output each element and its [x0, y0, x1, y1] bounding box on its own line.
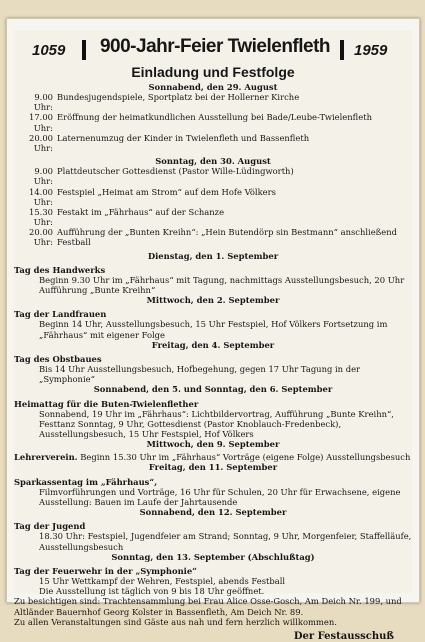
event-detail: 15 Uhr Wettkampf der Wehren, Festspiel, abends Festball [39, 576, 286, 587]
date-heading: Sonnabend, den 5. und Sonntag, den 6. September [93, 384, 333, 395]
date-heading: Freitag, den 11. September [148, 462, 278, 473]
signature: Der Festausschuß [293, 630, 394, 642]
event-detail: Filmvorführungen und Vorträge, 16 Uhr für Schulen, 20 Uhr für Erwachsene, eigene Ausstellung: Bauen im Laufe der Jahrtausende [39, 486, 401, 507]
date-heading: Sonnabend, den 12. September [139, 507, 287, 518]
date-heading: Sonntag, den 13. September (Abschlußtag) [111, 551, 315, 562]
event-detail: Beginn 15.30 Uhr im „Fährhaus“ Vorträge (eigene Folge) Ausstellungsbesuch [80, 452, 411, 463]
program-item: 20.00 Uhr: Laternenumzug der Kinder in Twielenfleth und Bassenfleth [29, 132, 310, 153]
event-title: Tag des Obstbaues [14, 353, 102, 364]
event-detail: Beginn 9.30 Uhr im „Fährhaus“ mit Tagung, nachmittags Ausstellungsbesuch, 20 Uhr Aufführung „Bunte Kreihn“ [39, 274, 405, 295]
program-item: 9.00 Uhr: Bundesjugendspiele, Sportplatz bei der Hollerner Kirche [33, 92, 300, 113]
header [14, 30, 412, 80]
date-heading: Sonnabend, den 29. August [148, 82, 278, 92]
program-item: 9.00 Uhr: Plattdeutscher Gottesdienst (Pastor Wille-Lüdingworth) [33, 166, 294, 187]
event-block [14, 452, 412, 462]
event-detail: Bis 14 Uhr Ausstellungsbesuch, Hofbegehung, gegen 17 Uhr Tagung in der „Symphonie“ [39, 364, 361, 385]
event-detail: Sonnabend, 19 Uhr im „Fährhaus“: Lichtbildervortrag, Aufführung „Bunte Kreihn“, Festtanz Sonntag, 9 Uhr, Gottesdienst (Pastor Knoblauch-Fredenbeck), Ausstellungsbesuch, 15 Uhr Festspiel, Hof Völkers [39, 408, 394, 439]
date-heading: Mittwoch, den 2. September [146, 295, 280, 306]
program-item: 15.30 Uhr: Festakt im „Fährhaus“ auf der Schanze [29, 206, 225, 228]
divider-left [82, 40, 86, 60]
exhibition-hours: Die Ausstellung ist täglich von 9 bis 18 Uhr geöffnet. [39, 586, 265, 597]
year-right: 1959 [354, 42, 388, 59]
date-heading: Mittwoch, den 9. September [146, 439, 280, 450]
event-title: Lehrerverein. [14, 452, 78, 463]
event-title: Tag des Handwerks [14, 264, 106, 275]
event-detail: 18.30 Uhr: Festspiel, Jugendfeier am Strand; Sonntag, 9 Uhr, Morgenfeier, Staffelläufe, Ausstellungsbesuch [39, 531, 412, 552]
date-heading: Freitag, den 4. September [151, 339, 275, 350]
event-title: Tag der Feuerwehr in der „Symphonie“ [14, 565, 197, 576]
event-title: Sparkassentag im „Fährhaus“, [14, 476, 158, 487]
program-body [14, 82, 412, 642]
event-title: Tag der Jugend [14, 521, 86, 532]
date-heading: Sonntag, den 30. August [155, 156, 271, 167]
event-title: Tag der Landfrauen [14, 309, 107, 320]
year-left: 1059 [32, 42, 66, 59]
page-title: 900-Jahr-Feier Twielenfleth [99, 36, 331, 57]
event-detail: Beginn 14 Uhr, Ausstellungsbesuch, 15 Uhr Festspiel, Hof Völkers Fortsetzung im „Fährhaus“ mit eigener Folge [39, 319, 388, 340]
program-item: 20.00 Uhr: Aufführung der „Bunten Kreihn“: „Hein Butendörp sin Bestmann“ anschließend Festball [29, 227, 397, 248]
program-item: 14.00 Uhr: Festspiel „Heimat am Strom“ auf dem Hofe Völkers [29, 186, 276, 207]
visit-note: Zu besichtigen sind: Trachtensammlung bei Frau Alice Osse-Gosch, Am Deich Nr. 199, und Altländer Bauernhof Georg Kolster in Bassenfleth, Am Deich Nr. 89. [14, 596, 402, 617]
welcome-note: Zu allen Veranstaltungen sind Gäste aus nah und fern herzlich willkommen. [14, 616, 337, 627]
date-heading: Dienstag, den 1. September [147, 250, 279, 261]
event-title: Heimattag für die Buten-Twielenflether [14, 398, 199, 409]
newspaper-clipping [14, 30, 412, 642]
program-item: 17.00 Uhr: Eröffnung der heimatkundlichen Ausstellung bei Bade/Leube-Twielenfleth [29, 112, 372, 133]
subtitle: Einladung und Festfolge [131, 64, 295, 80]
divider-right [340, 40, 344, 60]
